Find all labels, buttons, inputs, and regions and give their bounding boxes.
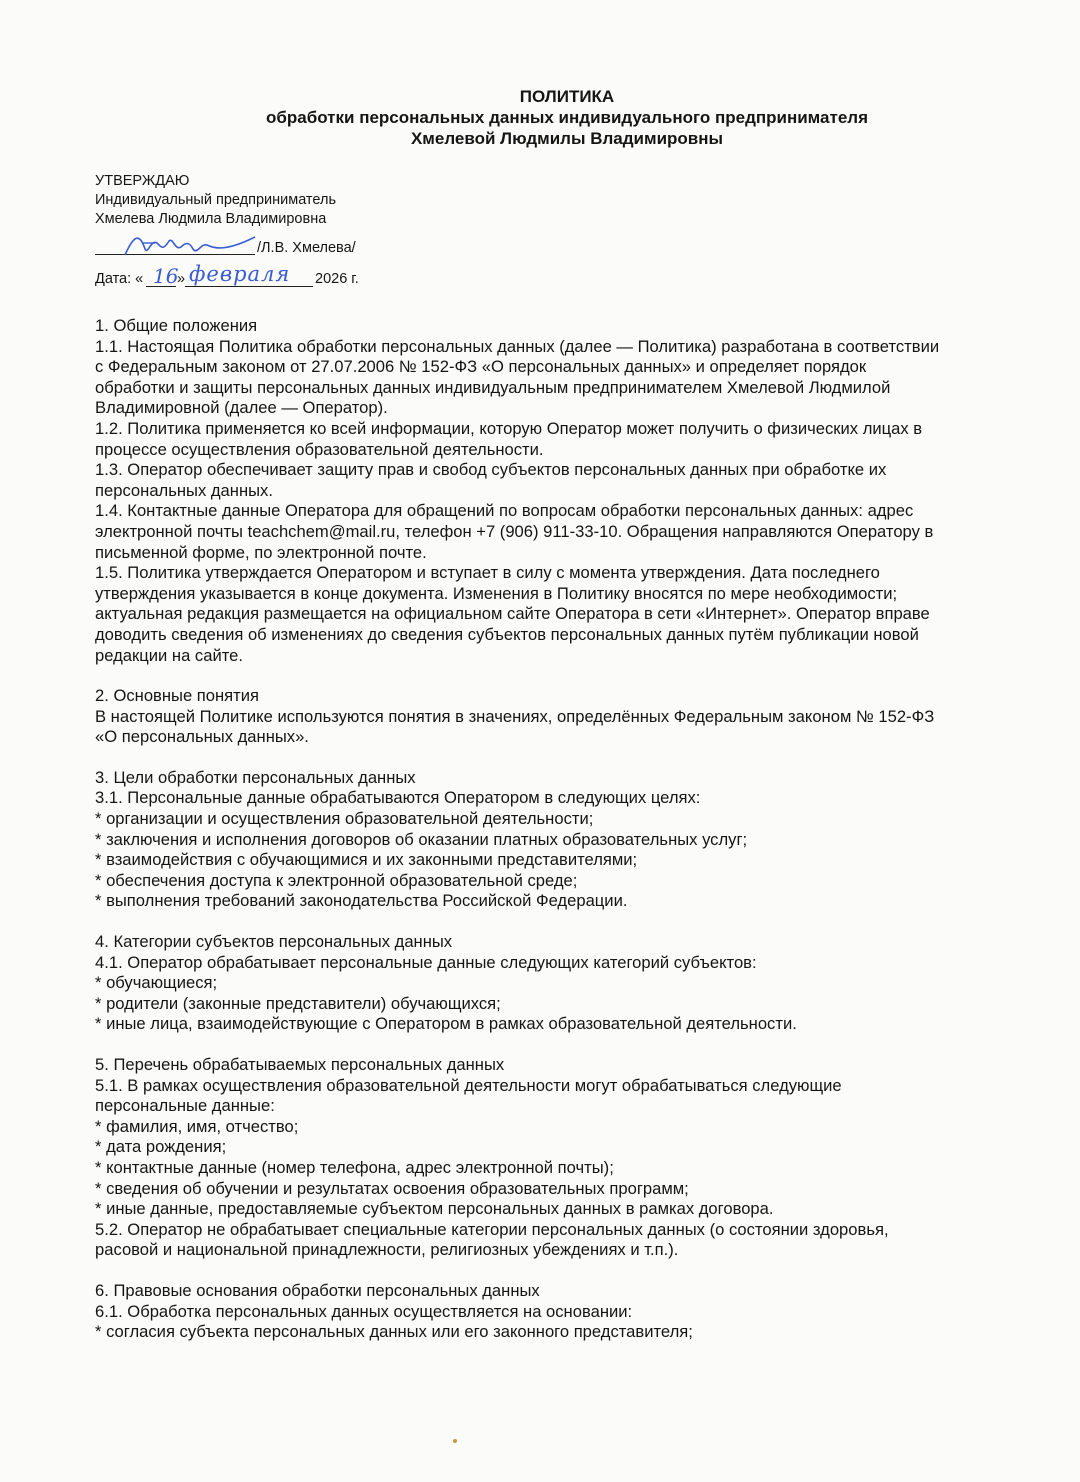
list-item: * дата рождения; bbox=[95, 1137, 227, 1157]
list-item: * выполнения требований законодательства Российской Федерации. bbox=[95, 891, 628, 911]
list-item: * сведения об обучении и результатах освоения образовательных программ; bbox=[95, 1178, 689, 1198]
text-line: расовой и национальной принадлежности, религиозных убеждениях и т.п.). bbox=[95, 1240, 679, 1260]
approval-date bbox=[95, 262, 415, 292]
document-title bbox=[0, 86, 1080, 149]
section-3 bbox=[95, 768, 1045, 912]
list-item: * родители (законные представители) обучающихся; bbox=[95, 993, 501, 1013]
approver-name: Хмелева Людмила Владимировна bbox=[95, 211, 327, 227]
text-line: письменной форме, по электронной почте. bbox=[95, 542, 427, 562]
list-item: * организации и осуществления образовательной деятельности; bbox=[95, 809, 594, 829]
text-line: персональные данные: bbox=[95, 1096, 275, 1116]
text-line: 3.1. Персональные данные обрабатываются Оператором в следующих целях: bbox=[95, 788, 701, 808]
list-item: * иные данные, предоставляемые субъектом персональных данных в рамках договора. bbox=[95, 1199, 774, 1219]
list-item: * иные лица, взаимодействующие с Оператором в рамках образовательной деятельности. bbox=[95, 1014, 797, 1034]
month-underline bbox=[185, 286, 313, 287]
list-item: * заключения и исполнения договоров об оказании платных образовательных услуг; bbox=[95, 829, 748, 849]
date-quote-close: » bbox=[177, 271, 186, 287]
approve-label: УТВЕРЖДАЮ bbox=[95, 173, 190, 189]
text-line: обработки и защиты персональных данных индивидуальным предпринимателем Хмелевой Людмилой bbox=[95, 377, 891, 397]
ink-dot bbox=[453, 1439, 457, 1443]
text-line: 1.5. Политика утверждается Оператором и вступает в силу с момента утверждения. Дата последнего bbox=[95, 563, 880, 583]
text-line: редакции на сайте. bbox=[95, 645, 243, 665]
section-2 bbox=[95, 686, 1045, 748]
text-line: электронной почты teachchem@mail.ru, телефон +7 (906) 911-33-10. Обращения направляются Оператору в bbox=[95, 521, 934, 541]
section-5 bbox=[95, 1055, 1045, 1261]
text-line: персональных данных. bbox=[95, 480, 273, 500]
text-line: Владимировной (далее — Оператор). bbox=[95, 398, 388, 418]
text-line: В настоящей Политике используются понятия в значениях, определённых Федеральным законом № 152-ФЗ bbox=[95, 706, 935, 726]
section-heading: 3. Цели обработки персональных данных bbox=[95, 767, 416, 787]
text-line: процессе осуществления образовательной деятельности. bbox=[95, 439, 544, 459]
text-line: 1.4. Контактные данные Оператора для обращений по вопросам обработки персональных данных: адрес bbox=[95, 501, 914, 521]
list-item: * контактные данные (номер телефона, адрес электронной почты); bbox=[95, 1157, 614, 1177]
handwritten-signature bbox=[115, 229, 265, 263]
text-line: 1.1. Настоящая Политика обработки персональных данных (далее — Политика) разработана в соответствии bbox=[95, 336, 940, 356]
text-line: 5.1. В рамках осуществления образовательной деятельности могут обрабатываться следующие bbox=[95, 1075, 842, 1095]
text-line: доводить сведения об изменениях до сведения субъектов персональных данных путём публикации новой bbox=[95, 624, 919, 644]
title-line-1: ПОЛИТИКА bbox=[519, 87, 615, 106]
date-day: 16 bbox=[153, 264, 179, 288]
section-6 bbox=[95, 1281, 1045, 1343]
section-heading: 4. Категории субъектов персональных данных bbox=[95, 932, 453, 952]
list-item: * обучающиеся; bbox=[95, 973, 218, 993]
title-line-2: обработки персональных данных индивидуального предпринимателя bbox=[266, 108, 868, 127]
text-line: 1.3. Оператор обеспечивает защиту прав и свобод субъектов персональных данных при обработке их bbox=[95, 460, 887, 480]
text-line: с Федеральным законом от 27.07.2006 № 152-ФЗ «О персональных данных» и определяет порядок bbox=[95, 357, 867, 377]
text-line: 6.1. Обработка персональных данных осуществляется на основании: bbox=[95, 1301, 633, 1321]
approver-position: Индивидуальный предприниматель bbox=[95, 192, 337, 208]
section-heading: 2. Основные понятия bbox=[95, 686, 260, 706]
text-line: утверждения указывается в конце документа. Изменения в Политику вносятся по мере необходимости; bbox=[95, 583, 898, 603]
section-1 bbox=[95, 316, 1045, 666]
list-item: * согласия субъекта персональных данных или его законного представителя; bbox=[95, 1322, 693, 1342]
approval-block bbox=[95, 172, 336, 229]
list-item: * фамилия, имя, отчество; bbox=[95, 1116, 299, 1136]
text-line: 4.1. Оператор обрабатывает персональные данные следующих категорий субъектов: bbox=[95, 952, 757, 972]
list-item: * обеспечения доступа к электронной образовательной среде; bbox=[95, 870, 578, 890]
section-heading: 5. Перечень обрабатываемых персональных данных bbox=[95, 1055, 505, 1074]
section-heading: 1. Общие положения bbox=[95, 316, 258, 335]
signature-line bbox=[95, 237, 395, 261]
date-label: Дата: « bbox=[95, 271, 144, 287]
date-month: февраля bbox=[189, 262, 291, 286]
policy-body bbox=[95, 316, 1045, 1343]
title-line-3: Хмелевой Людмилы Владимировны bbox=[410, 129, 724, 148]
text-line: 1.2. Политика применяется ко всей информации, которую Оператор может получить о физических лицах в bbox=[95, 418, 923, 438]
text-line: «О персональных данных». bbox=[95, 727, 309, 747]
text-line: 5.2. Оператор не обрабатывает специальные категории персональных данных (о состоянии здоровья, bbox=[95, 1219, 889, 1239]
signature-suffix: /Л.В. Хмелева/ bbox=[257, 240, 356, 256]
list-item: * взаимодействия с обучающимися и их законными представителями; bbox=[95, 850, 638, 870]
section-4 bbox=[95, 932, 1045, 1035]
date-year: 2026 г. bbox=[315, 271, 359, 287]
text-line: актуальная редакция размещается на официальном сайте Оператора в сети «Интернет». Оператор вправе bbox=[95, 604, 930, 624]
section-heading: 6. Правовые основания обработки персональных данных bbox=[95, 1280, 540, 1300]
